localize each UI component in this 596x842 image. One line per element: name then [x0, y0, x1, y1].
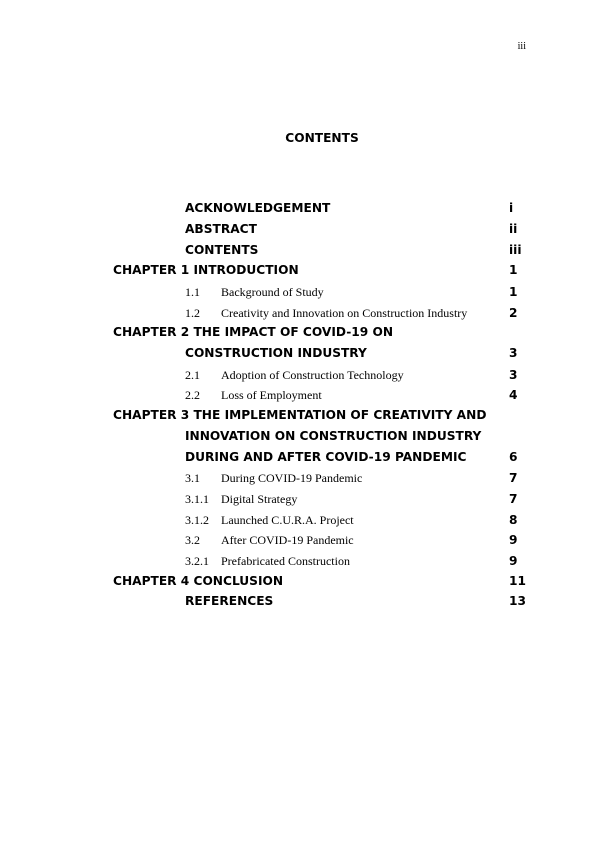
toc-section-3-1-2[interactable] [0, 510, 596, 530]
toc-section-2-2[interactable] [0, 385, 596, 405]
toc-section-3-1-1[interactable] [0, 489, 596, 509]
chapter-heading-continued: INNOVATION ON CONSTRUCTION INDUSTRY [185, 429, 482, 443]
section-number: 3.1.1 [185, 492, 209, 506]
section-number: 1.1 [185, 285, 200, 299]
section-number: 3.1.2 [185, 513, 209, 527]
section-number: 3.2.1 [185, 554, 209, 568]
chapter-heading: CHAPTER 2 THE IMPACT OF COVID-19 ON [113, 325, 394, 339]
section-label: Background of Study [221, 285, 324, 299]
toc-entry-page: iii [509, 243, 522, 257]
toc-entry-page: 8 [509, 513, 518, 527]
toc-entry-label: CONTENTS [185, 243, 259, 257]
toc-chapter-2-cont[interactable] [0, 343, 596, 363]
section-number: 3.1 [185, 471, 200, 485]
toc-entry-page: 9 [509, 554, 518, 568]
toc-section-3-1[interactable] [0, 468, 596, 488]
toc-entry-page: 2 [509, 306, 518, 320]
toc-section-2-1[interactable] [0, 365, 596, 385]
section-label: Launched C.U.R.A. Project [221, 513, 354, 527]
toc-chapter-4[interactable] [0, 571, 596, 591]
chapter-heading-continued: CONSTRUCTION INDUSTRY [185, 346, 367, 360]
toc-entry-page: 9 [509, 533, 518, 547]
section-number: 2.1 [185, 368, 200, 382]
section-label: Adoption of Construction Technology [221, 368, 404, 382]
section-label: Digital Strategy [221, 492, 298, 506]
toc-entry-page: 4 [509, 388, 518, 402]
toc-entry-label: ABSTRACT [185, 222, 257, 236]
toc-entry-page: 6 [509, 450, 518, 464]
toc-chapter-3-cont-2[interactable] [0, 447, 596, 467]
toc-entry-page: ii [509, 222, 518, 236]
section-number: 2.2 [185, 388, 200, 402]
toc-entry-abstract[interactable] [0, 219, 596, 239]
toc-section-1-1[interactable] [0, 282, 596, 302]
toc-entry-page: 13 [509, 594, 526, 608]
toc-section-3-2-1[interactable] [0, 551, 596, 571]
toc-chapter-1[interactable] [0, 260, 596, 280]
toc-entry-page: 1 [509, 263, 518, 277]
toc-entry-page: i [509, 201, 514, 215]
toc-entry-contents[interactable] [0, 240, 596, 260]
toc-section-3-2[interactable] [0, 530, 596, 550]
toc-entry-page: 3 [509, 368, 518, 382]
section-number: 1.2 [185, 306, 200, 320]
toc-section-1-2[interactable] [0, 303, 596, 323]
toc-chapter-2[interactable] [0, 322, 596, 342]
page-number: iii [517, 41, 526, 52]
chapter-heading: CHAPTER 4 CONCLUSION [113, 574, 284, 588]
section-label: During COVID-19 Pandemic [221, 471, 363, 485]
toc-entry-acknowledgement[interactable] [0, 198, 596, 218]
contents-title: CONTENTS [285, 131, 359, 145]
toc-entry-page: 3 [509, 346, 518, 360]
section-label: Prefabricated Construction [221, 554, 350, 568]
toc-chapter-3[interactable] [0, 405, 596, 425]
chapter-heading-continued: DURING AND AFTER COVID-19 PANDEMIC [185, 450, 467, 464]
toc-entry-page: 7 [509, 471, 518, 485]
chapter-heading: CHAPTER 1 INTRODUCTION [113, 263, 299, 277]
toc-entry-page: 11 [509, 574, 526, 588]
section-label: Loss of Employment [221, 388, 322, 402]
toc-entry-references[interactable] [0, 591, 596, 611]
toc-chapter-3-cont[interactable] [0, 426, 596, 446]
toc-entry-page: 7 [509, 492, 518, 506]
toc-entry-label: ACKNOWLEDGEMENT [185, 201, 331, 215]
toc-entry-label: REFERENCES [185, 594, 274, 608]
section-label: After COVID-19 Pandemic [221, 533, 354, 547]
toc-entry-page: 1 [509, 285, 518, 299]
chapter-heading: CHAPTER 3 THE IMPLEMENTATION OF CREATIVITY AND [113, 408, 487, 422]
section-number: 3.2 [185, 533, 200, 547]
section-label: Creativity and Innovation on Construction Industry [221, 306, 468, 320]
